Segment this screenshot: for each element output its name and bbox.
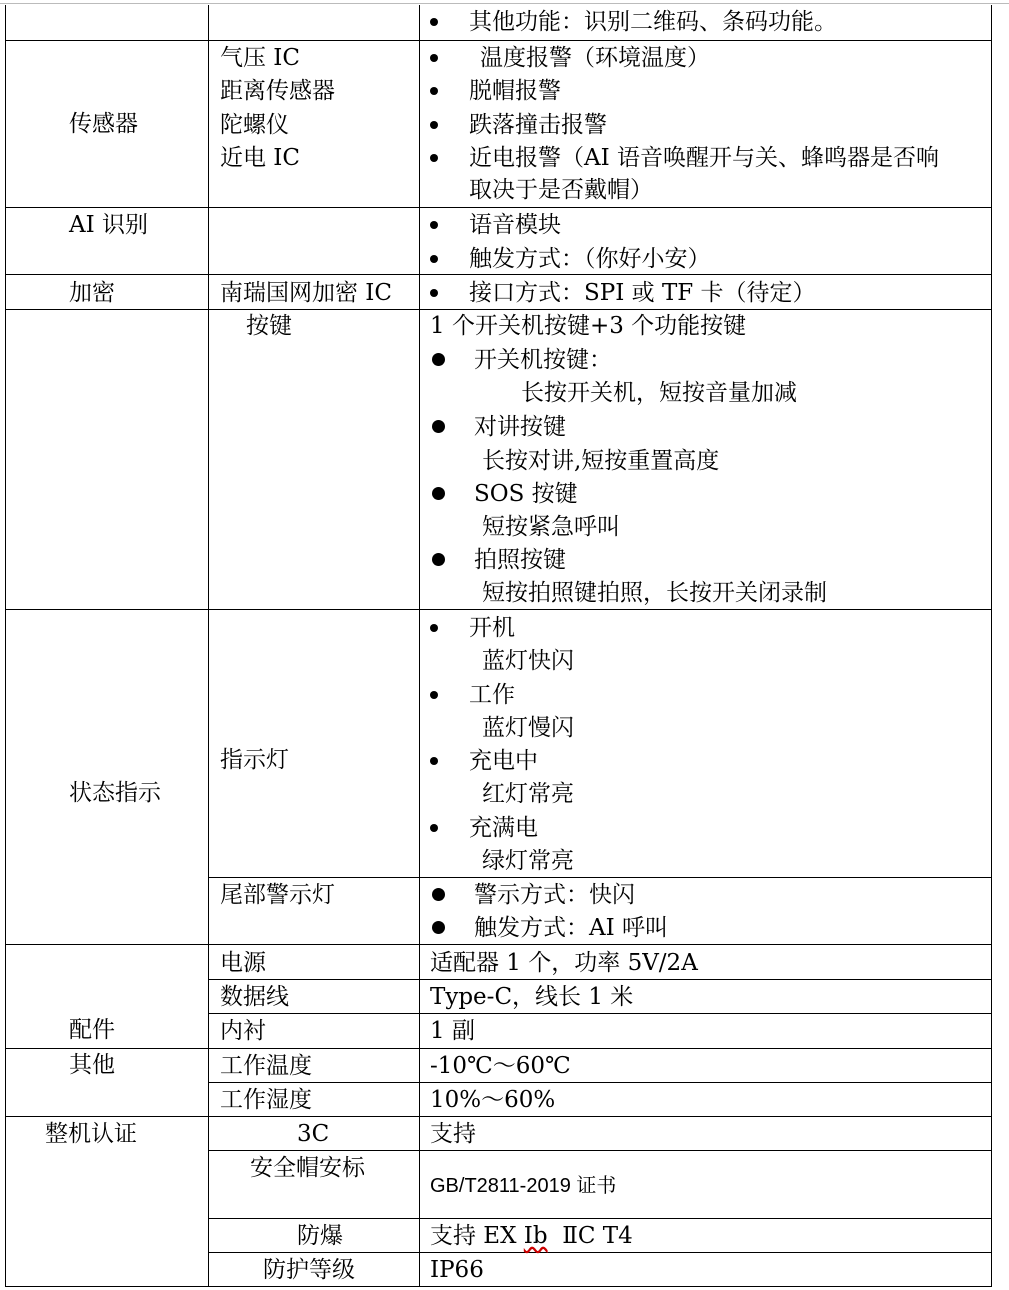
indicator-title: 充电中 [469,748,538,774]
key-desc: 短按紧急呼叫 [482,514,620,540]
cert-name: 3C [297,1121,330,1147]
indicator-label: 指示灯 [220,747,289,773]
cert-value-mark: Ib [523,1223,548,1249]
bullet [432,353,445,366]
key-desc: 长按对讲,短按重置高度 [482,448,720,474]
others-name: 工作温度 [220,1053,312,1079]
sensor-component: 距离传感器 [220,78,335,104]
category-cert: 整机认证 [45,1121,137,1147]
key-title: 开关机按键： [474,347,612,373]
ai-feature: 触发方式：（你好小安） [469,246,711,272]
border-col1 [208,5,209,1287]
ai-feature: 语音模块 [469,212,561,238]
category-ai: AI 识别 [69,212,149,238]
category-sensor: 传感器 [69,111,138,137]
subrow-border [208,1150,992,1151]
subrow-border [208,1218,992,1219]
keys-intro: 1 个开关机按键+3 个功能按键 [430,313,747,339]
indicator-desc: 蓝灯快闪 [482,648,574,674]
bullet [430,54,438,62]
accessory-name: 电源 [220,950,266,976]
accessory-value: Type-C，线长 1 米 [430,984,634,1010]
subrow-border [208,1013,992,1014]
sensor-feature: 温度报警（环境温度） [480,45,710,71]
cert-value [430,1223,633,1249]
accessory-value: 1 副 [430,1018,475,1044]
sensor-component: 近电 IC [220,145,300,171]
key-title: 对讲按键 [474,414,566,440]
others-value: 10%～60% [430,1087,556,1113]
bullet [430,87,438,95]
row-border [5,40,992,41]
subrow-border [208,877,992,878]
encrypt-feature: 接口方式：SPI 或 TF 卡（待定） [469,280,816,306]
cert-name: 安全帽安标 [250,1155,365,1181]
accessory-name: 内衬 [220,1018,266,1044]
row-border [5,1116,992,1117]
sensor-component: 气压 IC [220,45,300,71]
category-encrypt: 加密 [69,280,115,306]
indicator-desc: 蓝灯慢闪 [482,715,574,741]
row-border [5,309,992,310]
indicator-desc: 绿灯常亮 [482,848,574,874]
bullet [430,255,438,263]
bullet [430,221,438,229]
cert-name: 防护等级 [263,1257,355,1283]
border-left [5,5,6,1287]
bullet [430,624,438,632]
bullet [430,121,438,129]
encrypt-component: 南瑞国网加密 IC [220,280,392,306]
sensor-component: 陀螺仪 [220,112,289,138]
subrow-border [208,1252,992,1253]
bullet [430,154,438,162]
accessory-value: 适配器 1 个，功率 5V/2A [430,950,698,976]
row-border [5,1048,992,1049]
bullet [432,921,445,934]
sensor-feature: 脱帽报警 [469,78,561,104]
key-title: SOS 按键 [474,481,578,507]
bullet [432,487,445,500]
bullet [432,420,445,433]
row-border [5,609,992,610]
feature-text: 其他功能：识别二维码、条码功能。 [469,9,837,35]
indicator-desc: 红灯常亮 [482,781,574,807]
subrow-border [208,979,992,980]
bullet [430,757,438,765]
bullet [430,691,438,699]
tail-light-item: 警示方式：快闪 [474,882,635,908]
indicator-title: 工作 [469,682,515,708]
row-border [5,1286,992,1287]
cert-name: 防爆 [297,1223,343,1249]
border-right [991,5,992,1287]
row-border [5,944,992,945]
cert-value: IP66 [430,1257,484,1283]
bullet [430,18,438,26]
others-value: -10℃～60℃ [430,1053,571,1079]
category-others: 其他 [69,1052,115,1078]
key-title: 拍照按键 [474,547,566,573]
others-name: 工作湿度 [220,1087,312,1113]
row-border [5,207,992,208]
keys-component: 按键 [246,313,292,339]
page-top-rule [0,3,1009,4]
cert-value-suffix: ⅡC T4 [547,1223,633,1249]
tail-light-item: 触发方式：AI 呼叫 [474,915,669,941]
accessory-name: 数据线 [220,984,289,1010]
sensor-feature: 近电报警（AI 语音唤醒开与关、蜂鸣器是否响 [469,145,940,171]
bullet [432,888,445,901]
indicator-title: 开机 [469,615,515,641]
cert-value: 支持 [430,1121,476,1147]
bullet [430,824,438,832]
key-desc: 长按开关机，短按音量加减 [521,380,797,406]
sensor-feature: 取决于是否戴帽） [469,177,653,203]
row-border [5,274,992,275]
sensor-feature: 跌落撞击报警 [469,112,607,138]
category-status: 状态指示 [69,780,161,806]
indicator-title: 充满电 [469,815,538,841]
bullet [430,289,438,297]
bullet [432,553,445,566]
cert-value: GB/T2811-2019 证书 [430,1175,617,1197]
subrow-border [208,1082,992,1083]
tail-light-label: 尾部警示灯 [220,882,335,908]
key-desc: 短按拍照键拍照，长按开关闭录制 [482,580,827,606]
cert-value-prefix: 支持 EX [430,1223,524,1249]
border-col2 [419,5,420,1287]
category-accessories: 配件 [69,1017,115,1043]
